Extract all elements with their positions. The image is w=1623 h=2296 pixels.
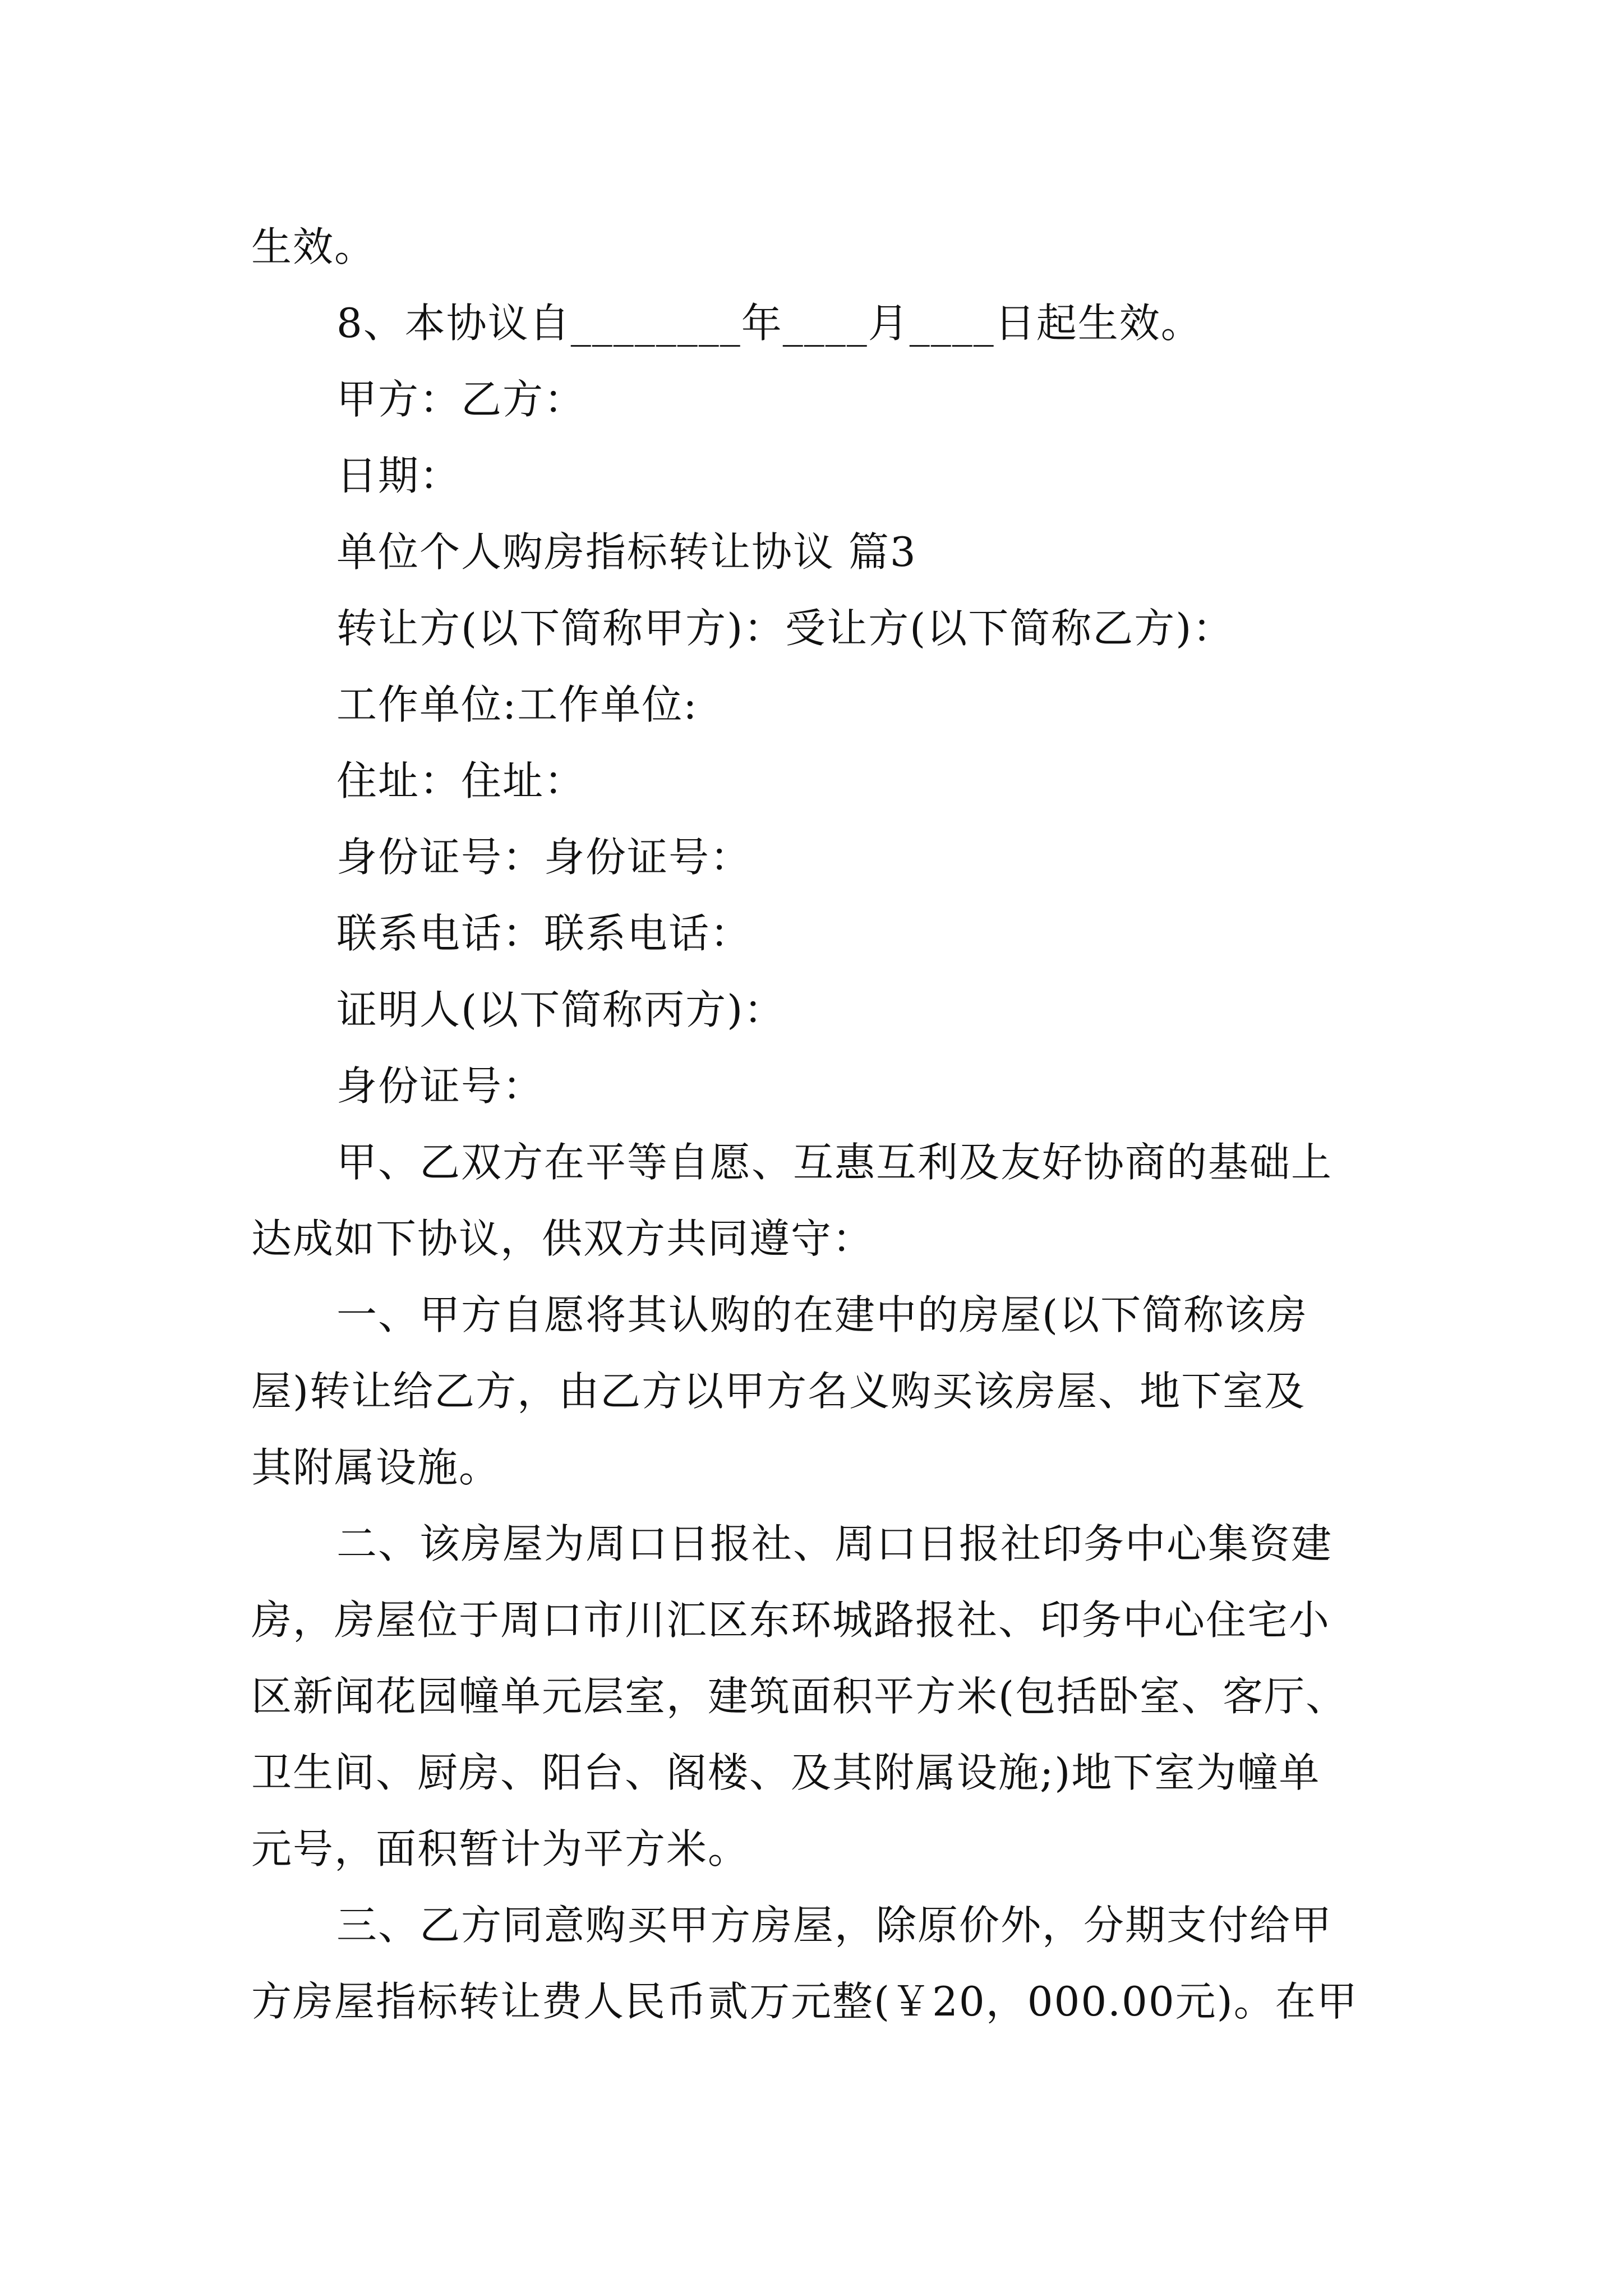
text-line: 一、甲方自愿将其认购的在建中的房屋(以下简称该房 (336, 1291, 1308, 1338)
text-line: 身份证号：身份证号： (336, 834, 752, 881)
text-line: 元号，面积暂计为平方米。 (251, 1825, 750, 1872)
text-line: 达成如下协议，供双方共同遵守： (251, 1215, 874, 1262)
text-line: 房，房屋位于周口市川汇区东环城路报社、印务中心住宅小 (251, 1596, 1331, 1644)
text-line: 联系电话：联系电话： (336, 910, 752, 957)
text-line: 甲、乙双方在平等自愿、互惠互利及友好协商的基础上 (336, 1139, 1333, 1186)
text-line: 住址：住址： (336, 757, 586, 804)
text-line: 二、该房屋为周口日报社、周口日报社印务中心集资建 (336, 1520, 1333, 1567)
text-line: 工作单位:工作单位: (336, 681, 698, 728)
text-line: 甲方：乙方： (336, 376, 586, 423)
text-line: 方房屋指标转让费人民币贰万元整(￥20，000.00元)。在甲 (251, 1978, 1358, 2025)
text-line: 身份证号： (336, 1062, 545, 1110)
text-line: 三、乙方同意购买甲方房屋，除原价外，分期支付给甲 (336, 1902, 1333, 1949)
section-heading: 单位个人购房指标转让协议 篇3 (336, 528, 917, 576)
text-line: 日期： (336, 452, 462, 499)
text-line: 生效。 (251, 223, 376, 270)
text-line: 其附属设施。 (251, 1444, 501, 1491)
text-line: 8、本协议自________年____月____日起生效。 (336, 300, 1202, 347)
text-line: 证明人(以下简称丙方)： (336, 986, 786, 1033)
text-line: 卫生间、厨房、阳台、阁楼、及其附属设施;)地下室为幢单 (251, 1749, 1321, 1796)
text-line: 转让方(以下简称甲方)：受让方(以下简称乙方)： (336, 605, 1234, 652)
text-line: 区新闻花园幢单元层室，建筑面积平方米(包括卧室、客厅、 (251, 1673, 1348, 1720)
text-line: 屋)转让给乙方，由乙方以甲方名义购买该房屋、地下室及 (251, 1368, 1306, 1415)
